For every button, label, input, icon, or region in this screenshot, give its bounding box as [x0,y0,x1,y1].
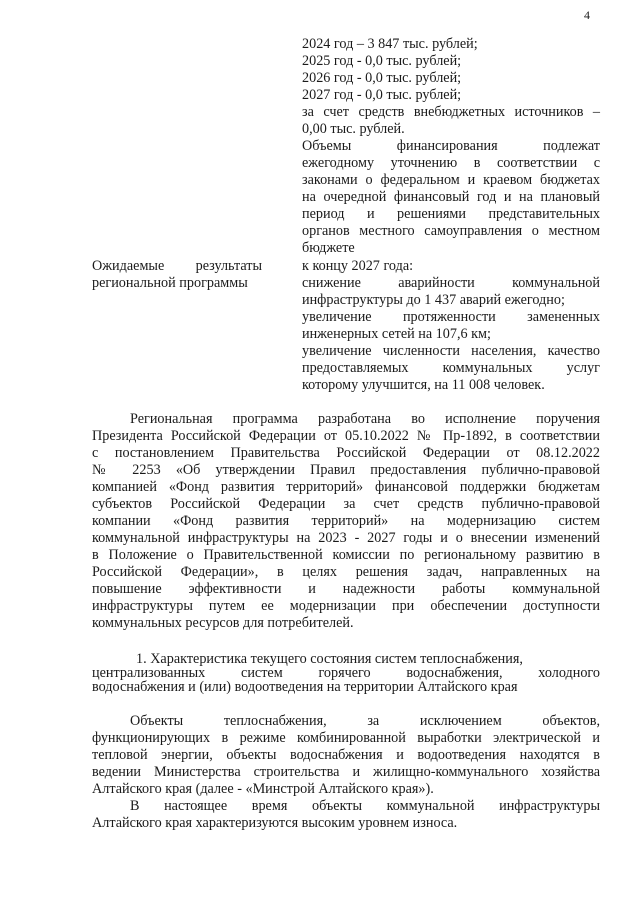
results-line: снижение аварийности коммунальной [302,275,600,291]
funding-line: 2026 год - 0,0 тыс. рублей; [302,70,462,86]
heading-line: 1. Характеристика текущего состояния систем теплоснабжения, [136,651,523,667]
paragraph-line: Алтайского края характеризуются высоким уровнем износа. [92,815,458,831]
results-line: которому улучшится, на 11 008 человек. [302,377,545,393]
funding-line: органов местного самоуправления о местном [302,223,600,239]
results-value-cell [302,258,600,394]
funding-line: за счет средств внебюджетных источников – [302,104,600,120]
results-line: инженерных сетей на 107,6 км; [302,326,491,342]
funding-line: бюджете [302,240,355,256]
results-label: Ожидаемые результаты [92,258,262,274]
funding-line: Объемы финансирования подлежат [302,138,600,154]
paragraph-facilities [92,713,600,798]
paragraph-line: коммунальной инфраструктуры на 2023 - 2027 годы и о внесении изменений [92,530,600,546]
paragraph-line: субъектов Российской Федерации за счет средств публично-правовой [92,496,600,512]
heading-line: водоснабжения и (или) водоотведения на территории Алтайского края [92,679,518,695]
paragraph-line: с постановлением Правительства Российской Федерации от 08.12.2022 [92,445,600,461]
paragraph-wear [92,798,600,832]
paragraph-line: Алтайского края (далее - «Минстрой Алтайского края»). [92,781,434,797]
results-line: увеличение численности населения, качество [302,343,600,359]
heading-line: централизованных систем горячего водоснабжения, холодного [92,665,600,681]
results-line: увеличение протяженности замененных [302,309,600,325]
funding-line: на очередной финансовый год и на плановый [302,189,600,205]
page-number: 4 [584,8,590,22]
paragraph-program-basis [92,411,600,632]
paragraph-line: В настоящее время объекты коммунальной инфраструктуры [130,798,600,814]
funding-line: законами о федеральном и краевом бюджетах [302,172,600,188]
paragraph-line: функционирующих в режиме комбинированной выработки электрической и [92,730,600,746]
paragraph-line: инфраструктуры путем ее модернизации при обеспечении доступности [92,598,600,614]
results-label-cell [92,258,262,292]
paragraph-line: коммунальных ресурсов для потребителей. [92,615,354,631]
funding-line: 0,00 тыс. рублей. [302,121,405,137]
funding-line: 2024 год – 3 847 тыс. рублей; [302,36,478,52]
paragraph-line: Объекты теплоснабжения, за исключением объектов, [130,713,600,729]
paragraph-line: Российской Федерации», в целях решения задач, направленных на [92,564,600,580]
paragraph-line: повышение эффективности и надежности работы коммунальной [92,581,600,597]
results-line: предоставляемых коммунальных услуг [302,360,600,376]
results-line: к концу 2027 года: [302,258,414,274]
section-heading [92,652,600,694]
funding-line: 2025 год - 0,0 тыс. рублей; [302,53,462,69]
funding-line: ежегодному уточнению в соответствии с [302,155,600,171]
paragraph-line: тепловой энергии, объекты водоснабжения и водоотведения находятся в [92,747,600,763]
paragraph-line: компании «Фонд развития территорий» на модернизацию систем [92,513,600,529]
results-label: региональной программы [92,275,248,291]
paragraph-line: Президента Российской Федерации от 05.10.2022 № Пр-1892, в соответствии [92,428,600,444]
results-line: инфраструктуры до 1 437 аварий ежегодно; [302,292,565,308]
paragraph-line: компанией «Фонд развития территорий» финансовой поддержки бюджетам [92,479,600,495]
paragraph-line: в Положение о Правительственной комиссии по региональному развитию в [92,547,600,563]
paragraph-line: № 2253 «Об утверждении Правил предоставления публично-правовой [92,462,600,478]
funding-volume-cell [302,36,600,257]
paragraph-line: ведении Министерства строительства и жилищно-коммунального хозяйства [92,764,600,780]
funding-line: 2027 год - 0,0 тыс. рублей; [302,87,462,103]
paragraph-line: Региональная программа разработана во исполнение поручения [130,411,600,427]
funding-line: период и решениями представительных [302,206,600,222]
